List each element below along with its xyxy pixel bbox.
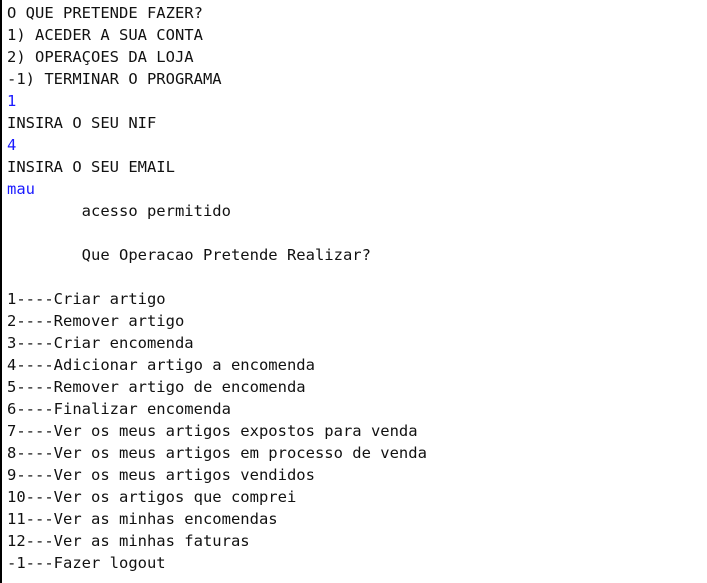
output-line: INSIRA O SEU EMAIL <box>7 158 175 176</box>
terminal-output <box>7 2 427 574</box>
output-line: 10---Ver os artigos que comprei <box>7 488 297 506</box>
output-line: 3----Criar encomenda <box>7 334 194 352</box>
output-line: 5----Remover artigo de encomenda <box>7 378 306 396</box>
output-line: 2----Remover artigo <box>7 312 185 330</box>
output-line: 12---Ver as minhas faturas <box>7 532 250 550</box>
output-line: 7----Ver os meus artigos expostos para venda <box>7 422 418 440</box>
user-input-line: mau <box>7 180 35 198</box>
output-line: 11---Ver as minhas encomendas <box>7 510 278 528</box>
output-line: 1) ACEDER A SUA CONTA <box>7 26 203 44</box>
output-line <box>7 222 427 244</box>
output-line: -1) TERMINAR O PROGRAMA <box>7 70 222 88</box>
user-input-line: 4 <box>7 136 17 154</box>
output-line: 1----Criar artigo <box>7 290 166 308</box>
output-line: 6----Finalizar encomenda <box>7 400 231 418</box>
output-line: 9----Ver os meus artigos vendidos <box>7 466 315 484</box>
output-line: O QUE PRETENDE FAZER? <box>7 4 203 22</box>
output-line <box>7 266 427 288</box>
output-line: 8----Ver os meus artigos em processo de venda <box>7 444 427 462</box>
user-input-line: 1 <box>7 92 17 110</box>
output-line: INSIRA O SEU NIF <box>7 114 157 132</box>
output-line: 4----Adicionar artigo a encomenda <box>7 356 315 374</box>
output-line: Que Operacao Pretende Realizar? <box>7 246 371 264</box>
output-line: -1---Fazer logout <box>7 554 166 572</box>
output-line: acesso permitido <box>7 202 231 220</box>
output-line: 2) OPERAÇOES DA LOJA <box>7 48 194 66</box>
